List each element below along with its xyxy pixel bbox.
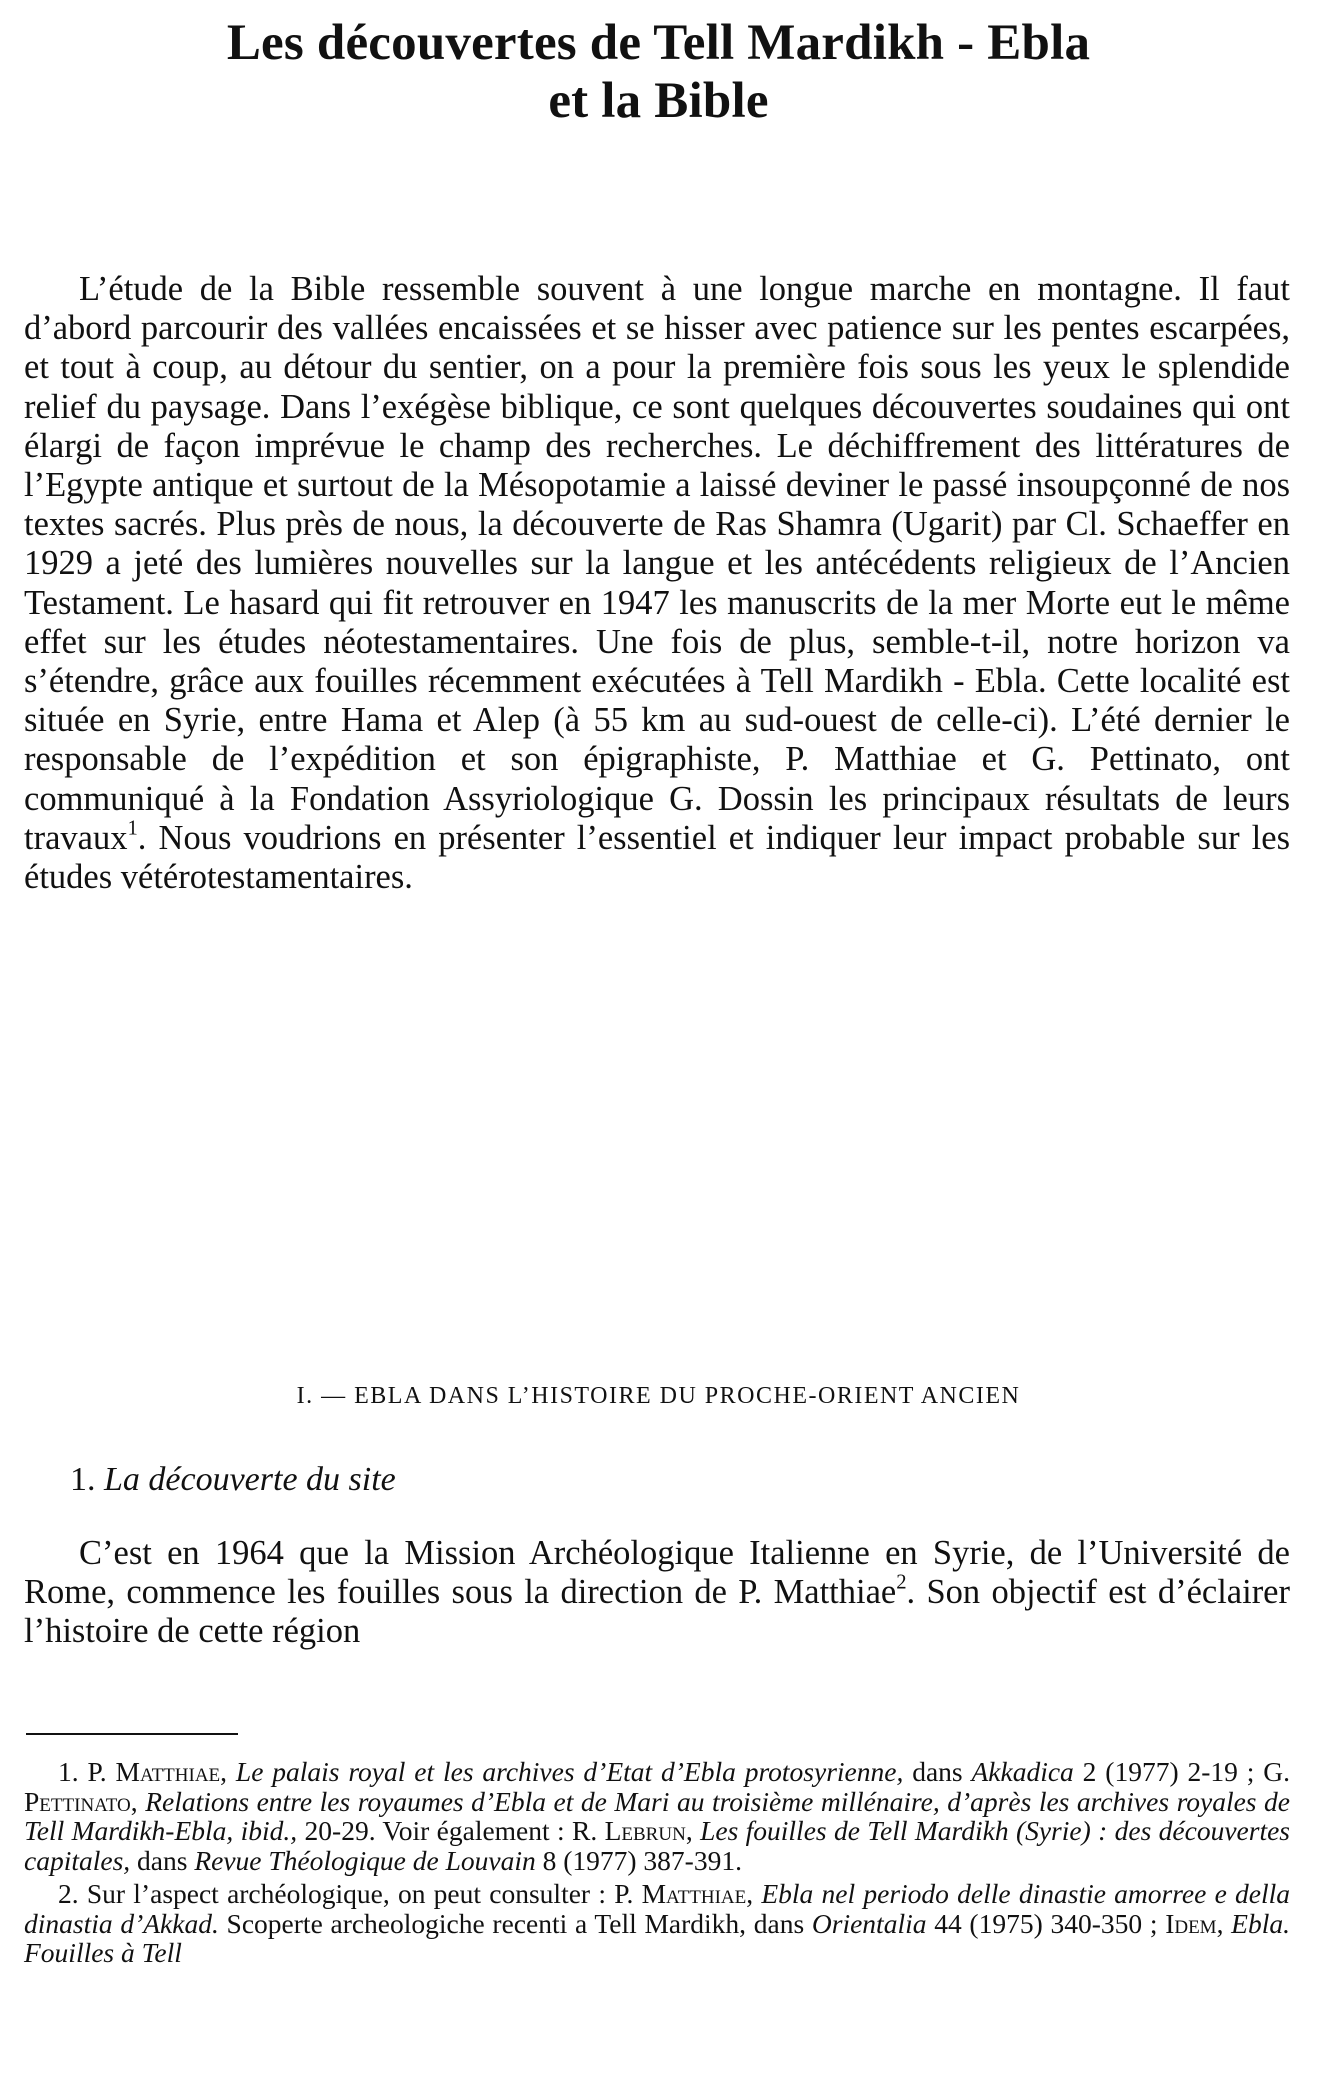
- fn1-author-3: Lebrun: [604, 1815, 686, 1846]
- footnote-separator: [26, 1733, 238, 1735]
- footnote-ref-1: 1: [127, 817, 138, 840]
- fn1-title-2: Relations entre les royaumes d’Ebla et de Mari au troisième millénaire, d’après les archives royales de Tell Mardikh-Ebla, ibid.,: [24, 1785, 1291, 1846]
- section-heading: I. — EBLA DANS L’HISTOIRE DU PROCHE-ORIENT ANCIEN: [296, 1383, 1021, 1409]
- fn1-text-4: dans: [130, 1844, 195, 1876]
- fn2-text-2: Scoperte archeologiche recenti a Tell Mardikh, dans: [218, 1907, 812, 1939]
- fn2-author-2: Idem: [1165, 1907, 1217, 1939]
- intro-text-end: . Nous voudrions en présenter l’essentiel et indiquer leur impact probable sur les études vétérotestamentaires.: [24, 818, 1290, 897]
- footnote-1: [24, 1757, 1290, 1875]
- fn1-title-1: Le palais royal et les archives d’Etat d’Ebla protosyrienne,: [235, 1756, 904, 1787]
- fn2-sep-1: ,: [746, 1878, 762, 1909]
- footnotes: [24, 1757, 1290, 1968]
- fn1-text-1: dans: [903, 1756, 972, 1787]
- fn1-text-5: 8 (1977) 387-391.: [535, 1844, 742, 1876]
- body-paragraph-2: [24, 1534, 1290, 1652]
- subsection-title: La découverte du site: [104, 1461, 396, 1498]
- footnote-ref-2: 2: [896, 1571, 907, 1594]
- fn2-author-1: Matthiae: [641, 1878, 747, 1909]
- fn1-author-1: Matthiae: [115, 1756, 221, 1787]
- fn1-journal-2: Revue Théologique de Louvain: [194, 1844, 536, 1876]
- article-title-line-2: et la Bible: [548, 73, 769, 129]
- footnote-2: [24, 1879, 1290, 1968]
- fn1-sep-1: ,: [220, 1756, 228, 1787]
- para2-text-end: . Son objectif est d’éclairer l’histoire de cette région: [24, 1573, 1290, 1651]
- fn1-author-2: Pettinato: [24, 1785, 131, 1817]
- fn1-journal-1: Akkadica: [971, 1756, 1074, 1787]
- subsection-heading: [70, 1461, 396, 1499]
- fn2-sep-2: ,: [1216, 1907, 1232, 1939]
- fn1-title-3: Les fouilles de Tell Mardikh (Syrie) : des découvertes capitales,: [24, 1815, 1290, 1876]
- fn1-sep-3: ,: [685, 1815, 701, 1846]
- fn2-text-1: 2. Sur l’aspect archéologique, on peut consulter : P.: [58, 1878, 642, 1909]
- fn1-sep-2: ,: [130, 1785, 146, 1817]
- fn2-text-3: 44 (1975) 340-350 ;: [926, 1907, 1166, 1939]
- intro-text: L’étude de la Bible ressemble souvent à une longue marche en montagne. Il faut d’abord parcourir des vallées encaissées et se hisser avec patience sur les pentes escarpées, et tout à coup, au détour du sentier, on a pour la première fois sous les yeux le splendide relief du paysage. Dans l’exégèse biblique, ce sont quelques découvertes soudaines qui ont élargi de façon imprévue le champ des recherches. Le déchiffrement des littératures de l’Egypte antique et surtout de la Mésopotamie a laissé deviner le passé insoupçonné de nos textes sacrés. Plus près de nous, la découverte de Ras Shamra (Ugarit) par Cl. Schaeffer en 1929 a jeté des lumières nouvelles sur la langue et les antécédents religieux de l’Ancien Testament. Le hasard qui fit retrouver en 1947 les manuscrits de la mer Morte eut le même effet sur les études néotestamentaires. Une fois de plus, semble-t-il, notre horizon va s’étendre, grâce aux fouilles récemment exécutées à Tell Mardikh - Ebla. Cette localité est située en Syrie, entre Hama et Alep (à 55 km au sud-ouest de celle-ci). L’été dernier le responsable de l’expédition et son épigraphiste, P. Matthiae et G. Pettinato, ont communiqué à la Fondation Assyriologique G. Dossin les principaux résultats de leurs travaux: [24, 270, 1290, 857]
- subsection-number: 1.: [70, 1461, 96, 1498]
- fn2-journal-1: Orientalia: [811, 1907, 927, 1939]
- fn1-num: 1. P.: [58, 1756, 107, 1787]
- fn1-text-3: 20-29. Voir également : R.: [297, 1815, 605, 1846]
- article-title: [20, 14, 1297, 130]
- article-title-line-1: Les découvertes de Tell Mardikh - Ebla: [226, 15, 1091, 71]
- para2-text: C’est en 1964 que la Mission Archéologique Italienne en Syrie, de l’Université de Rome, commence les fouilles sous la direction de P. Matthiae: [24, 1534, 1290, 1612]
- fn2-title-1: Ebla nel periodo delle dinastie amorree e della dinastia d’Akkad.: [24, 1878, 1291, 1939]
- fn2-title-2: Ebla. Fouilles à Tell: [24, 1907, 1290, 1968]
- intro-paragraph: [24, 270, 1290, 897]
- fn1-text-2: 2 (1977) 2-19 ; G.: [1073, 1756, 1291, 1787]
